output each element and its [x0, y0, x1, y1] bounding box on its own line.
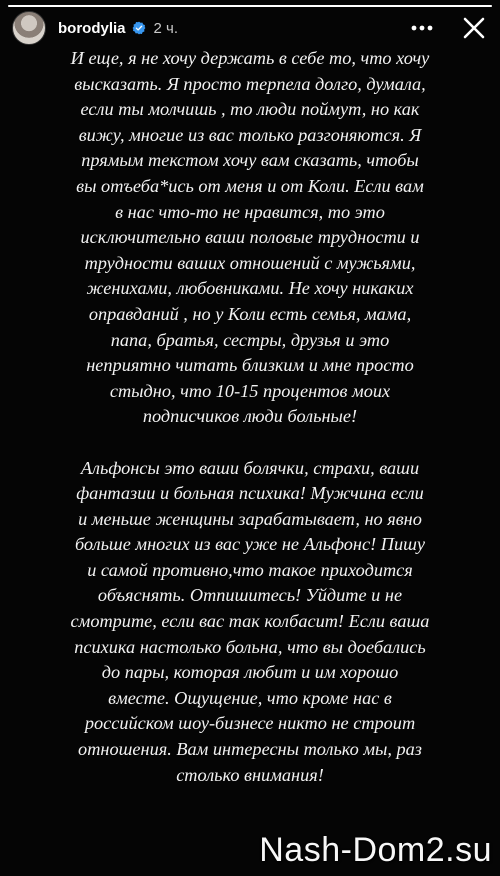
avatar[interactable] — [12, 11, 46, 45]
watermark: Nash-Dom2.su — [259, 831, 492, 869]
story-progress-fill — [8, 5, 492, 7]
post-timestamp: 2 ч. — [153, 19, 179, 37]
story-text — [70, 46, 430, 788]
story-header — [12, 12, 490, 44]
username[interactable]: borodylia — [58, 19, 126, 37]
story-progress-bar — [8, 5, 492, 7]
story-paragraph-2: Альфонсы это ваши болячки, страхи, ваши фантазии и больная психика! Мужчина если и меньше женщины зарабатывает, но явно больше многих из вас уже не Альфонс! Пишу и самой противно,что такое приходится объяснять. Отпишитесь! Уйдите и не смотрите, если вас так колбасит! Если ваша психика настолько больна, что вы доебались до пары, которая любит и им хорошо вместе. Ощущение, что кроме нас в российском шоу-бизнесе никто не строит отношения. Вам интересны только мы, раз столько внимания! — [70, 457, 430, 785]
close-icon[interactable] — [458, 12, 490, 44]
more-horizontal-icon[interactable] — [406, 12, 438, 44]
story-paragraph-1: И еще, я не хочу держать в себе то, что хочу высказать. Я просто терпела долго, думала, если ты молчишь , то люди поймут, но как вижу, многие из вас только разгоняются. Я прямым текстом хочу вам сказать, чтобы вы отъеба*ись от меня и от Коли. Если вам в нас что-то не нравится, то это исключительно ваши половые трудности и трудности ваших отношений с мужьями, женихами, любовниками. Не хочу никаких оправданий , но у Коли есть семья, мама, папа, братья, сестры, друзья и это неприятно читать близким и мне просто стыдно, что 10-15 процентов моих подписчиков люди больные! — [70, 48, 430, 427]
verified-badge-icon — [132, 21, 146, 35]
